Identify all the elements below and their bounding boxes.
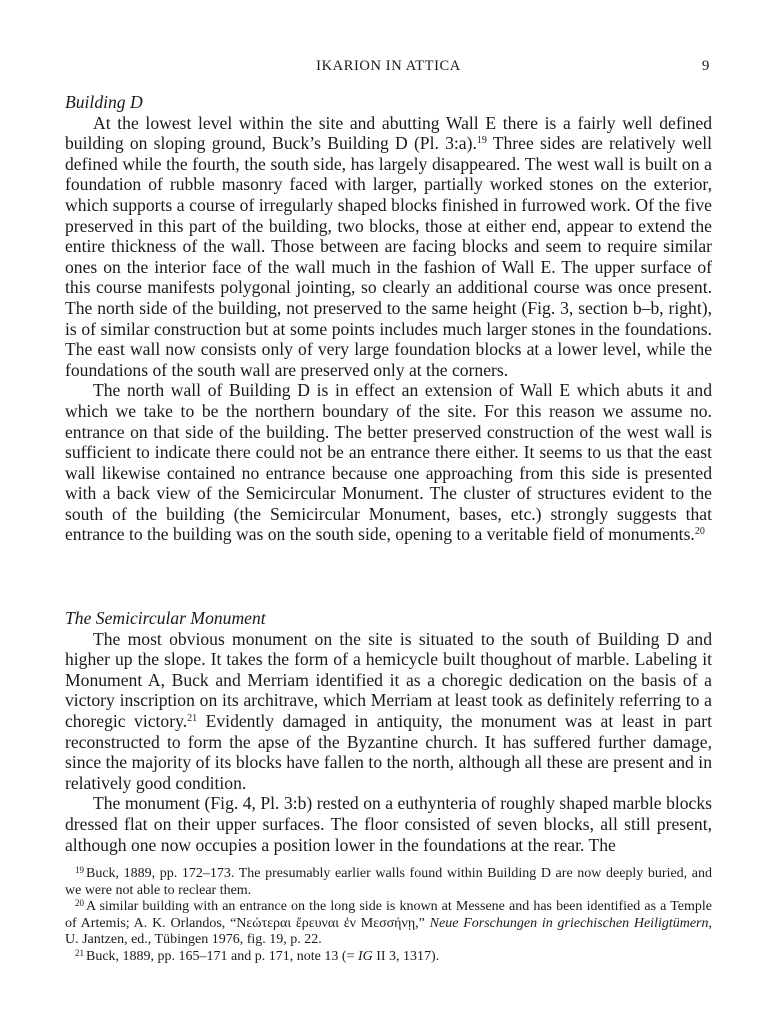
paragraph-text: The monument (Fig. 4, Pl. 3:b) rested on a euthynteria of roughly shaped marble blocks dressed flat on their upper surfaces. The floor consisted of seven blocks, all still present, although one now occupies a position lower in the foundations at the rear. The	[65, 793, 712, 855]
section-semicircular-monument	[65, 608, 712, 855]
footnote-ref-20[interactable]: 20	[694, 526, 705, 538]
paragraph-text: The north wall of Building D is in effect an extension of Wall E which abuts it and which we take to be the northern boundary of the site. For this reason we assume no. entrance on that side of the building. The better preserved construction of the west wall is sufficient to indicate there could not be an entrance there either. It seems to us that the east wall likewise contained no entrance because one approaching from this side is presented with a back view of the Semicircular Monument. The cluster of structures evident to the south of the building (the Semicircular Monument, bases, etc.) strongly suggests that entrance to the building was on the south side, opening to a veritable field of monuments.	[65, 380, 712, 545]
paragraph-text: The most obvious monument on the site is situated to the south of Building D and higher up the slope. It takes the form of a hemicycle built thoughout of marble. Labeling it Monument A, Buck and Merriam identified it as a choregic dedication on the basis of a victory inscription on its architrave, which Merriam at least took as definitely referring to a choregic victory.	[65, 628, 712, 731]
section-building-d	[65, 92, 712, 545]
footnote-book-title: Neue Forschungen in griechischen Heiligtümern	[429, 915, 709, 931]
paragraph	[65, 380, 712, 545]
section-heading-semicircular-monument: The Semicircular Monument	[65, 608, 266, 628]
footnote-text: Buck, 1889, pp. 172–173. The presumably earlier walls found within Building D are now deeply buried, and we were not able to reclear them.	[65, 866, 712, 898]
paragraph	[65, 629, 712, 794]
running-header	[0, 56, 777, 78]
footnote-text: Buck, 1889, pp. 165–171 and p. 171, note 13 (=	[86, 948, 358, 964]
footnote-text: A similar building with an entrance on the long side is known at Messene and has been identified as a Temple of Artemis; A. K. Orlandos, “Νεώτεραι ἔρευναι ἐν Μεσσήνῃ,”	[65, 899, 712, 931]
footnote-21	[65, 949, 712, 966]
paragraph	[65, 793, 712, 855]
footnote-number: 19	[75, 865, 84, 875]
paragraph-text: At the lowest level within the site and abutting Wall E there is a fairly well defined building on sloping ground, Buck’s Building D (Pl. 3:a).	[65, 112, 712, 154]
paragraph-text: Evidently damaged in antiquity, the monument was at least in part reconstructed to form the apse of the Byzantine church. It has suffered further damage, since the majority of its blocks have fallen to the north, although all these are present and in relatively good condition.	[65, 710, 712, 793]
page-number: 9	[701, 58, 710, 74]
footnotes	[65, 866, 712, 966]
footnote-number: 20	[75, 898, 84, 909]
section-heading-building-d: Building D	[65, 92, 143, 112]
footnote-ref-19[interactable]: 19	[476, 135, 487, 147]
paragraph	[65, 113, 712, 381]
footnote-number: 21	[75, 947, 84, 958]
footnote-abbrev: IG	[357, 948, 373, 964]
footnote-text: , U. Jantzen, ed., Tübingen 1976, fig. 19, p. 22.	[65, 915, 713, 948]
paragraph-text: Three sides are relatively well defined while the fourth, the south side, has largely disappeared. The west wall is built on a foundation of rubble masonry faced with larger, partially worked stones on the exterior, which supports a course of irregularly shaped blocks finished in furrowed work. Of the five preserved in this part of the building, two blocks, those at either end, appear to extend the entire thickness of the wall. Those between are facing blocks and seem to require similar ones on the interior face of the wall much in the fashion of Wall E. The upper surface of this course manifests polygonal jointing, so clearly an additional course was once present. The north side of the building, not preserved to the same height (Fig. 3, section b–b, right), is of similar construction but at some points includes much larger stones in the foundations. The east wall now consists only of very large foundation blocks at a lower level, while the foundations of the south wall are preserved only at the corners.	[65, 133, 712, 380]
footnote-20	[65, 899, 712, 949]
footnote-19	[65, 866, 712, 899]
footnote-text: II 3, 1317).	[372, 948, 440, 964]
running-title: IKARION IN ATTICA	[316, 58, 461, 74]
footnote-ref-21[interactable]: 21	[187, 712, 198, 724]
